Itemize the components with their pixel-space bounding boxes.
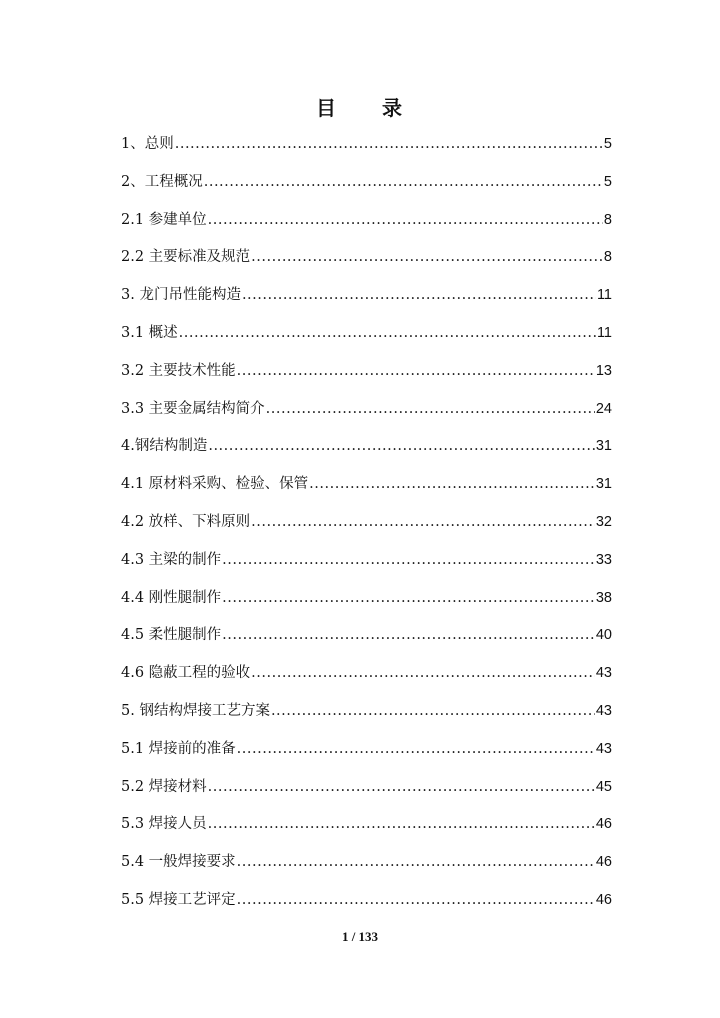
title-char-1: 目	[316, 96, 338, 120]
toc-dot-leader	[271, 697, 595, 725]
toc-entry-page-number: 31	[595, 438, 612, 455]
toc-dot-leader	[237, 848, 595, 876]
toc-dot-leader	[237, 357, 595, 385]
toc-entry[interactable]	[121, 735, 612, 773]
toc-entry-page-number: 46	[595, 891, 612, 908]
toc-entry[interactable]	[121, 130, 612, 168]
toc-entry[interactable]	[121, 621, 612, 659]
toc-entry[interactable]	[121, 281, 612, 319]
toc-entry[interactable]	[121, 319, 612, 357]
toc-entry-label: 3.2 主要技术性能	[121, 362, 236, 379]
toc-entry-page-number: 11	[596, 287, 612, 304]
toc-entry-page-number: 5	[603, 173, 612, 190]
title-char-2: 录	[382, 96, 404, 120]
toc-entry[interactable]	[121, 357, 612, 395]
toc-entry-page-number: 45	[595, 778, 612, 795]
toc-dot-leader	[266, 395, 595, 423]
toc-entry[interactable]	[121, 432, 612, 470]
toc-entry-label: 4.钢结构制造	[121, 438, 208, 455]
toc-entry-label: 2、工程概况	[121, 173, 203, 190]
toc-entry[interactable]	[121, 243, 612, 281]
toc-entry-page-number: 11	[596, 324, 612, 341]
toc-entry-label: 5.5 焊接工艺评定	[121, 891, 236, 908]
toc-dot-leader	[208, 206, 603, 234]
toc-dot-leader	[251, 508, 595, 536]
page-number-footer: 1 / 133	[341, 929, 379, 944]
toc-entry-page-number: 38	[595, 589, 612, 606]
toc-entry-page-number: 43	[595, 702, 612, 719]
toc-entry-label: 5.3 焊接人员	[121, 816, 207, 833]
toc-entry-label: 4.6 隐蔽工程的验收	[121, 665, 251, 682]
toc-dot-leader	[204, 168, 603, 196]
toc-entry-page-number: 32	[595, 513, 612, 530]
toc-dot-leader	[251, 243, 603, 271]
table-of-contents	[121, 130, 612, 924]
toc-entry-label: 4.1 原材料采购、检验、保管	[121, 476, 309, 493]
toc-entry-label: 3.3 主要金属结构简介	[121, 400, 265, 417]
toc-entry-page-number: 43	[595, 740, 612, 757]
toc-entry[interactable]	[121, 508, 612, 546]
toc-entry-label: 4.4 刚性腿制作	[121, 589, 222, 606]
toc-entry-page-number: 43	[595, 665, 612, 682]
toc-entry-page-number: 24	[595, 400, 612, 417]
toc-dot-leader	[175, 130, 603, 158]
toc-entry-label: 1、总则	[121, 136, 174, 152]
toc-entry-label: 5. 钢结构焊接工艺方案	[121, 702, 270, 719]
toc-dot-leader	[309, 470, 595, 498]
toc-entry[interactable]	[121, 470, 612, 508]
toc-entry[interactable]	[121, 584, 612, 622]
toc-dot-leader	[251, 659, 595, 687]
toc-entry[interactable]	[121, 168, 612, 206]
toc-entry-page-number: 40	[595, 627, 612, 644]
toc-entry[interactable]	[121, 810, 612, 848]
toc-dot-leader	[208, 810, 595, 838]
toc-entry-label: 4.5 柔性腿制作	[121, 627, 222, 644]
toc-entry[interactable]	[121, 395, 612, 433]
toc-dot-leader	[237, 886, 595, 914]
toc-dot-leader	[242, 281, 596, 309]
toc-dot-leader	[222, 621, 595, 649]
toc-entry[interactable]	[121, 886, 612, 924]
toc-entry-page-number: 13	[595, 362, 612, 379]
toc-entry-page-number: 8	[603, 249, 612, 266]
toc-entry[interactable]	[121, 697, 612, 735]
toc-entry[interactable]	[121, 546, 612, 584]
toc-entry-page-number: 31	[595, 476, 612, 493]
toc-dot-leader	[222, 584, 595, 612]
toc-entry-page-number: 46	[595, 816, 612, 833]
toc-dot-leader	[208, 432, 595, 460]
toc-entry[interactable]	[121, 773, 612, 811]
toc-dot-leader	[222, 546, 595, 574]
toc-dot-leader	[179, 319, 596, 347]
toc-entry-page-number: 5	[603, 136, 612, 152]
toc-entry[interactable]	[121, 206, 612, 244]
toc-entry-label: 5.1 焊接前的准备	[121, 740, 236, 757]
page-title	[0, 92, 720, 121]
toc-dot-leader	[208, 773, 595, 801]
toc-entry-label: 5.2 焊接材料	[121, 778, 207, 795]
toc-entry-label: 2.1 参建单位	[121, 211, 207, 228]
toc-entry-label: 3.1 概述	[121, 324, 178, 341]
toc-entry-label: 5.4 一般焊接要求	[121, 854, 236, 871]
toc-entry-label: 3. 龙门吊性能构造	[121, 287, 241, 304]
toc-entry-label: 4.3 主梁的制作	[121, 551, 222, 568]
toc-entry[interactable]	[121, 848, 612, 886]
toc-entry[interactable]	[121, 659, 612, 697]
toc-entry-page-number: 8	[603, 211, 612, 228]
toc-entry-page-number: 46	[595, 854, 612, 871]
toc-dot-leader	[237, 735, 595, 763]
toc-entry-page-number: 33	[595, 551, 612, 568]
toc-entry-label: 4.2 放样、下料原则	[121, 513, 251, 530]
toc-entry-label: 2.2 主要标准及规范	[121, 249, 251, 266]
